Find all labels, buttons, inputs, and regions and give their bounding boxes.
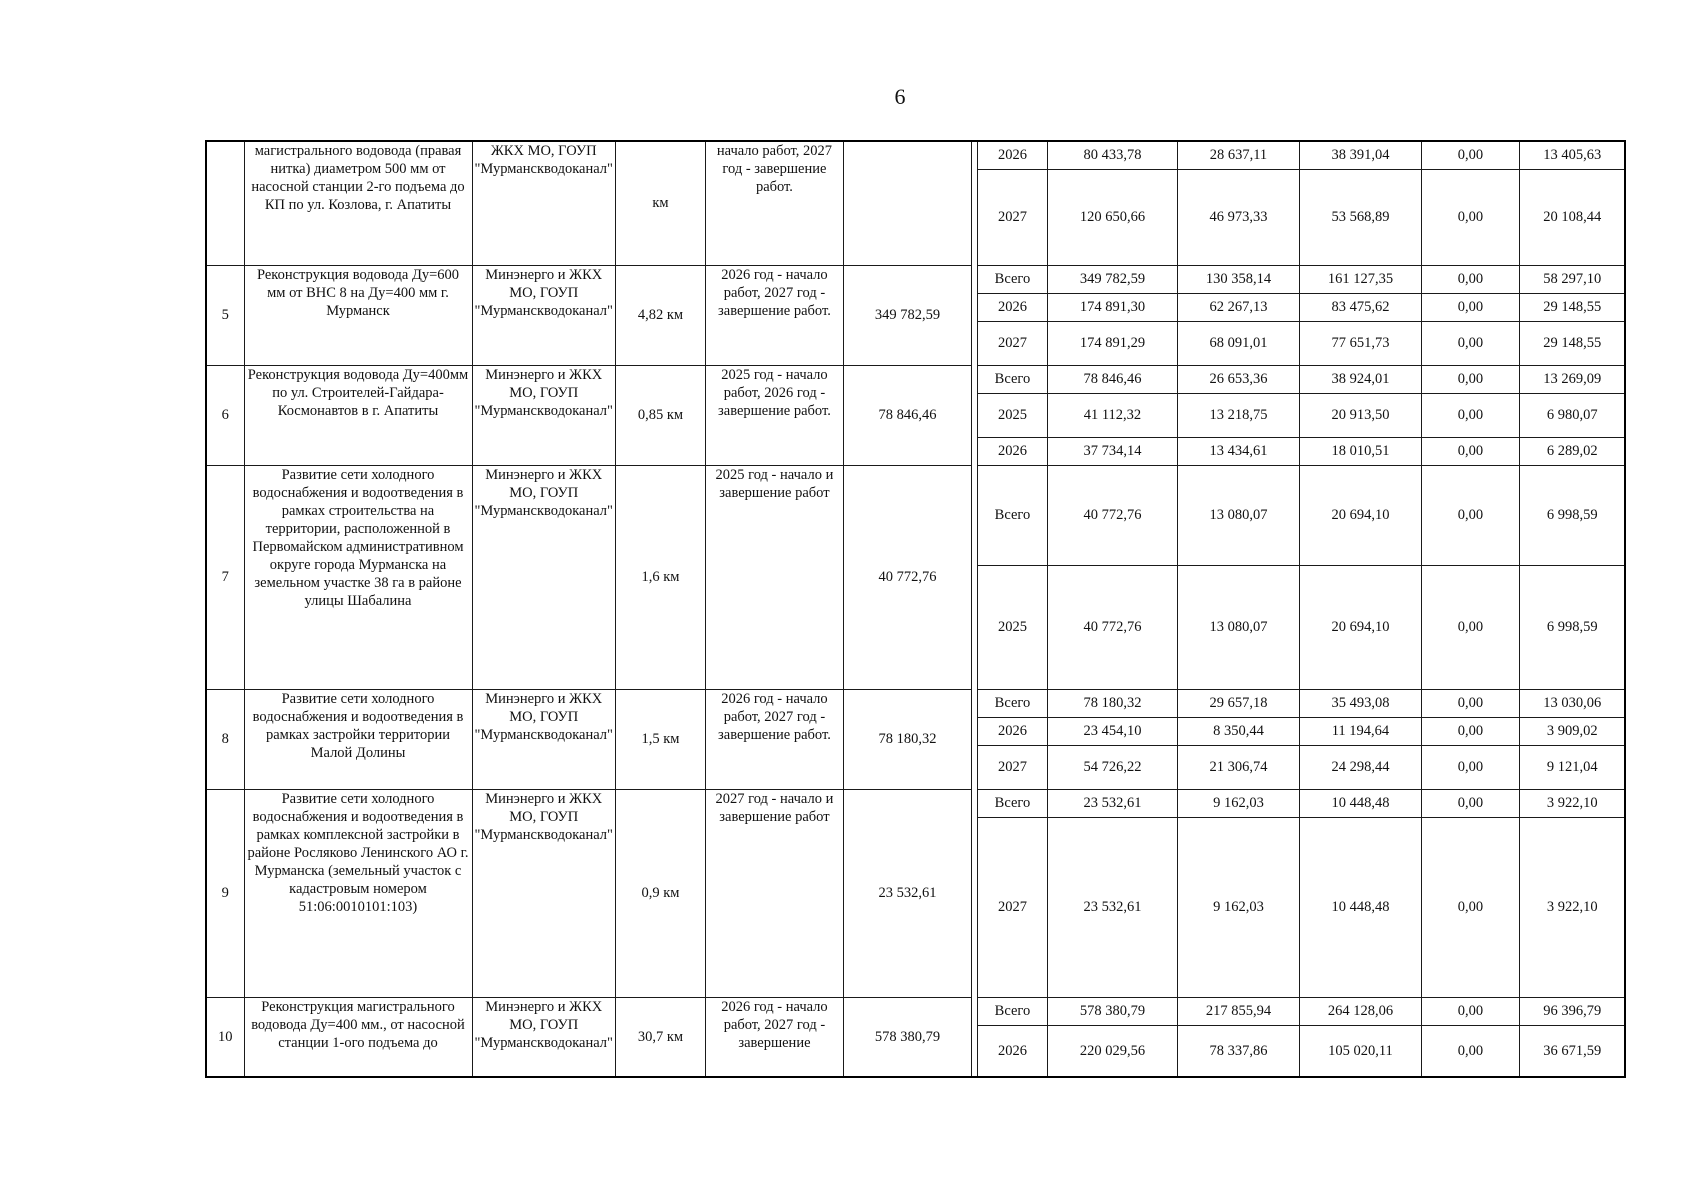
table-row: [206, 689, 1625, 717]
object-name-cell: Развитие сети холодного водоснабжения и водоотведения в рамках застройки территории Малой Долины: [244, 689, 472, 789]
amount-cell: 38 391,04: [1299, 141, 1421, 169]
amount-cell: 220 029,56: [1047, 1025, 1177, 1077]
amount-cell: 80 433,78: [1047, 141, 1177, 169]
amount-cell: 28 637,11: [1177, 141, 1299, 169]
amount-cell: 13 434,61: [1177, 437, 1299, 465]
amount-cell: 11 194,64: [1299, 717, 1421, 745]
amount-cell: 0,00: [1421, 437, 1519, 465]
year-cell: Всего: [977, 689, 1047, 717]
amount-cell: 24 298,44: [1299, 745, 1421, 789]
row-number-cell: 5: [206, 265, 244, 365]
object-name-cell: Развитие сети холодного водоснабжения и водоотведения в рамках комплексной застройки в районе Росляково Ленинского АО г. Мурманска (земельный участок с кадастровым номером 51:06:0010101:103): [244, 789, 472, 997]
year-cell: 2027: [977, 817, 1047, 997]
length-cell: 0,85 км: [615, 365, 705, 465]
organization-cell: ЖКХ МО, ГОУП "Мурманскводоканал": [472, 141, 615, 265]
object-name-cell: Развитие сети холодного водоснабжения и водоотведения в рамках строительства на территории, расположенной в Первомайском административном округе города Мурманска на земельном участке 38 га в районе улицы Шабалина: [244, 465, 472, 689]
amount-cell: 6 980,07: [1519, 393, 1625, 437]
amount-cell: 130 358,14: [1177, 265, 1299, 293]
amount-cell: 0,00: [1421, 689, 1519, 717]
amount-cell: 78 337,86: [1177, 1025, 1299, 1077]
amount-cell: 0,00: [1421, 465, 1519, 565]
amount-cell: 0,00: [1421, 169, 1519, 265]
amount-cell: 174 891,29: [1047, 321, 1177, 365]
total-cost-cell: 23 532,61: [843, 789, 971, 997]
amount-cell: 174 891,30: [1047, 293, 1177, 321]
length-cell: 4,82 км: [615, 265, 705, 365]
amount-cell: 13 030,06: [1519, 689, 1625, 717]
amount-cell: 58 297,10: [1519, 265, 1625, 293]
term-cell: начало работ, 2027 год - завершение работ.: [705, 141, 843, 265]
amount-cell: 23 532,61: [1047, 789, 1177, 817]
row-number-cell: 10: [206, 997, 244, 1077]
page-number: 6: [894, 84, 906, 109]
amount-cell: 21 306,74: [1177, 745, 1299, 789]
amount-cell: 29 148,55: [1519, 293, 1625, 321]
organization-cell: Минэнерго и ЖКХ МО, ГОУП "Мурманскводоканал": [472, 465, 615, 689]
amount-cell: 68 091,01: [1177, 321, 1299, 365]
year-cell: 2026: [977, 437, 1047, 465]
organization-cell: Минэнерго и ЖКХ МО, ГОУП "Мурманскводоканал": [472, 689, 615, 789]
amount-cell: 8 350,44: [1177, 717, 1299, 745]
amount-cell: 18 010,51: [1299, 437, 1421, 465]
amount-cell: 41 112,32: [1047, 393, 1177, 437]
table-row: [206, 997, 1625, 1025]
amount-cell: 29 657,18: [1177, 689, 1299, 717]
year-cell: 2025: [977, 565, 1047, 689]
amount-cell: 77 651,73: [1299, 321, 1421, 365]
amount-cell: 0,00: [1421, 1025, 1519, 1077]
amount-cell: 37 734,14: [1047, 437, 1177, 465]
year-cell: 2026: [977, 141, 1047, 169]
amount-cell: 120 650,66: [1047, 169, 1177, 265]
year-cell: 2027: [977, 321, 1047, 365]
object-name-cell: магистрального водовода (правая нитка) диаметром 500 мм от насосной станции 2-го подъема до КП по ул. Козлова, г. Апатиты: [244, 141, 472, 265]
amount-cell: 96 396,79: [1519, 997, 1625, 1025]
length-cell: 30,7 км: [615, 997, 705, 1077]
row-number-cell: 6: [206, 365, 244, 465]
amount-cell: 9 162,03: [1177, 789, 1299, 817]
amount-cell: 83 475,62: [1299, 293, 1421, 321]
investment-program-table: [205, 140, 1626, 1078]
term-cell: 2025 год - начало и завершение работ: [705, 465, 843, 689]
row-number-cell: [206, 141, 244, 265]
amount-cell: 0,00: [1421, 293, 1519, 321]
amount-cell: 3 922,10: [1519, 817, 1625, 997]
amount-cell: 26 653,36: [1177, 365, 1299, 393]
term-cell: 2026 год - начало работ, 2027 год - завершение работ.: [705, 265, 843, 365]
term-cell: 2026 год - начало работ, 2027 год - завершение: [705, 997, 843, 1077]
amount-cell: 20 108,44: [1519, 169, 1625, 265]
length-cell: 1,5 км: [615, 689, 705, 789]
table-row: [206, 789, 1625, 817]
amount-cell: 0,00: [1421, 717, 1519, 745]
amount-cell: 40 772,76: [1047, 465, 1177, 565]
total-cost-cell: 349 782,59: [843, 265, 971, 365]
amount-cell: 20 913,50: [1299, 393, 1421, 437]
amount-cell: 9 121,04: [1519, 745, 1625, 789]
amount-cell: 78 846,46: [1047, 365, 1177, 393]
amount-cell: 6 998,59: [1519, 465, 1625, 565]
amount-cell: 23 532,61: [1047, 817, 1177, 997]
total-cost-cell: 78 846,46: [843, 365, 971, 465]
amount-cell: 0,00: [1421, 141, 1519, 169]
year-cell: 2026: [977, 1025, 1047, 1077]
amount-cell: 0,00: [1421, 745, 1519, 789]
amount-cell: 161 127,35: [1299, 265, 1421, 293]
amount-cell: 13 080,07: [1177, 565, 1299, 689]
year-cell: Всего: [977, 789, 1047, 817]
amount-cell: 29 148,55: [1519, 321, 1625, 365]
amount-cell: 46 973,33: [1177, 169, 1299, 265]
amount-cell: 0,00: [1421, 365, 1519, 393]
amount-cell: 9 162,03: [1177, 817, 1299, 997]
amount-cell: 54 726,22: [1047, 745, 1177, 789]
amount-cell: 0,00: [1421, 321, 1519, 365]
row-number-cell: 7: [206, 465, 244, 689]
organization-cell: Минэнерго и ЖКХ МО, ГОУП "Мурманскводоканал": [472, 789, 615, 997]
length-cell: 0,9 км: [615, 789, 705, 997]
amount-cell: 23 454,10: [1047, 717, 1177, 745]
amount-cell: 10 448,48: [1299, 789, 1421, 817]
amount-cell: 13 269,09: [1519, 365, 1625, 393]
object-name-cell: Реконструкция магистрального водовода Ду=400 мм., от насосной станции 1-ого подъема до: [244, 997, 472, 1077]
year-cell: 2025: [977, 393, 1047, 437]
amount-cell: 349 782,59: [1047, 265, 1177, 293]
amount-cell: 62 267,13: [1177, 293, 1299, 321]
amount-cell: 35 493,08: [1299, 689, 1421, 717]
amount-cell: 40 772,76: [1047, 565, 1177, 689]
amount-cell: 53 568,89: [1299, 169, 1421, 265]
year-cell: Всего: [977, 997, 1047, 1025]
amount-cell: 78 180,32: [1047, 689, 1177, 717]
table-row: [206, 141, 1625, 169]
amount-cell: 6 998,59: [1519, 565, 1625, 689]
amount-cell: 13 218,75: [1177, 393, 1299, 437]
year-cell: 2027: [977, 745, 1047, 789]
amount-cell: 10 448,48: [1299, 817, 1421, 997]
term-cell: 2025 год - начало работ, 2026 год - завершение работ.: [705, 365, 843, 465]
organization-cell: Минэнерго и ЖКХ МО, ГОУП "Мурманскводоканал": [472, 365, 615, 465]
term-cell: 2026 год - начало работ, 2027 год - завершение работ.: [705, 689, 843, 789]
total-cost-cell: 78 180,32: [843, 689, 971, 789]
table-row: [206, 465, 1625, 565]
amount-cell: 105 020,11: [1299, 1025, 1421, 1077]
total-cost-cell: 40 772,76: [843, 465, 971, 689]
year-cell: 2026: [977, 293, 1047, 321]
amount-cell: 20 694,10: [1299, 565, 1421, 689]
length-cell: км: [615, 141, 705, 265]
amount-cell: 0,00: [1421, 565, 1519, 689]
amount-cell: 0,00: [1421, 265, 1519, 293]
amount-cell: 3 922,10: [1519, 789, 1625, 817]
amount-cell: 38 924,01: [1299, 365, 1421, 393]
year-cell: Всего: [977, 365, 1047, 393]
amount-cell: 36 671,59: [1519, 1025, 1625, 1077]
row-number-cell: 9: [206, 789, 244, 997]
amount-cell: 3 909,02: [1519, 717, 1625, 745]
amount-cell: 20 694,10: [1299, 465, 1421, 565]
organization-cell: Минэнерго и ЖКХ МО, ГОУП "Мурманскводоканал": [472, 997, 615, 1077]
amount-cell: 0,00: [1421, 789, 1519, 817]
table-row: [206, 265, 1625, 293]
organization-cell: Минэнерго и ЖКХ МО, ГОУП "Мурманскводоканал": [472, 265, 615, 365]
amount-cell: 13 405,63: [1519, 141, 1625, 169]
total-cost-cell: [843, 141, 971, 265]
length-cell: 1,6 км: [615, 465, 705, 689]
term-cell: 2027 год - начало и завершение работ: [705, 789, 843, 997]
amount-cell: 0,00: [1421, 393, 1519, 437]
amount-cell: 217 855,94: [1177, 997, 1299, 1025]
year-cell: Всего: [977, 265, 1047, 293]
amount-cell: 0,00: [1421, 817, 1519, 997]
amount-cell: 578 380,79: [1047, 997, 1177, 1025]
total-cost-cell: 578 380,79: [843, 997, 971, 1077]
amount-cell: 13 080,07: [1177, 465, 1299, 565]
table-row: [206, 365, 1625, 393]
row-number-cell: 8: [206, 689, 244, 789]
year-cell: Всего: [977, 465, 1047, 565]
amount-cell: 264 128,06: [1299, 997, 1421, 1025]
object-name-cell: Реконструкция водовода Ду=400мм по ул. Строителей-Гайдара-Космонавтов в г. Апатиты: [244, 365, 472, 465]
year-cell: 2026: [977, 717, 1047, 745]
year-cell: 2027: [977, 169, 1047, 265]
amount-cell: 0,00: [1421, 997, 1519, 1025]
amount-cell: 6 289,02: [1519, 437, 1625, 465]
object-name-cell: Реконструкция водовода Ду=600 мм от ВНС 8 на Ду=400 мм г. Мурманск: [244, 265, 472, 365]
